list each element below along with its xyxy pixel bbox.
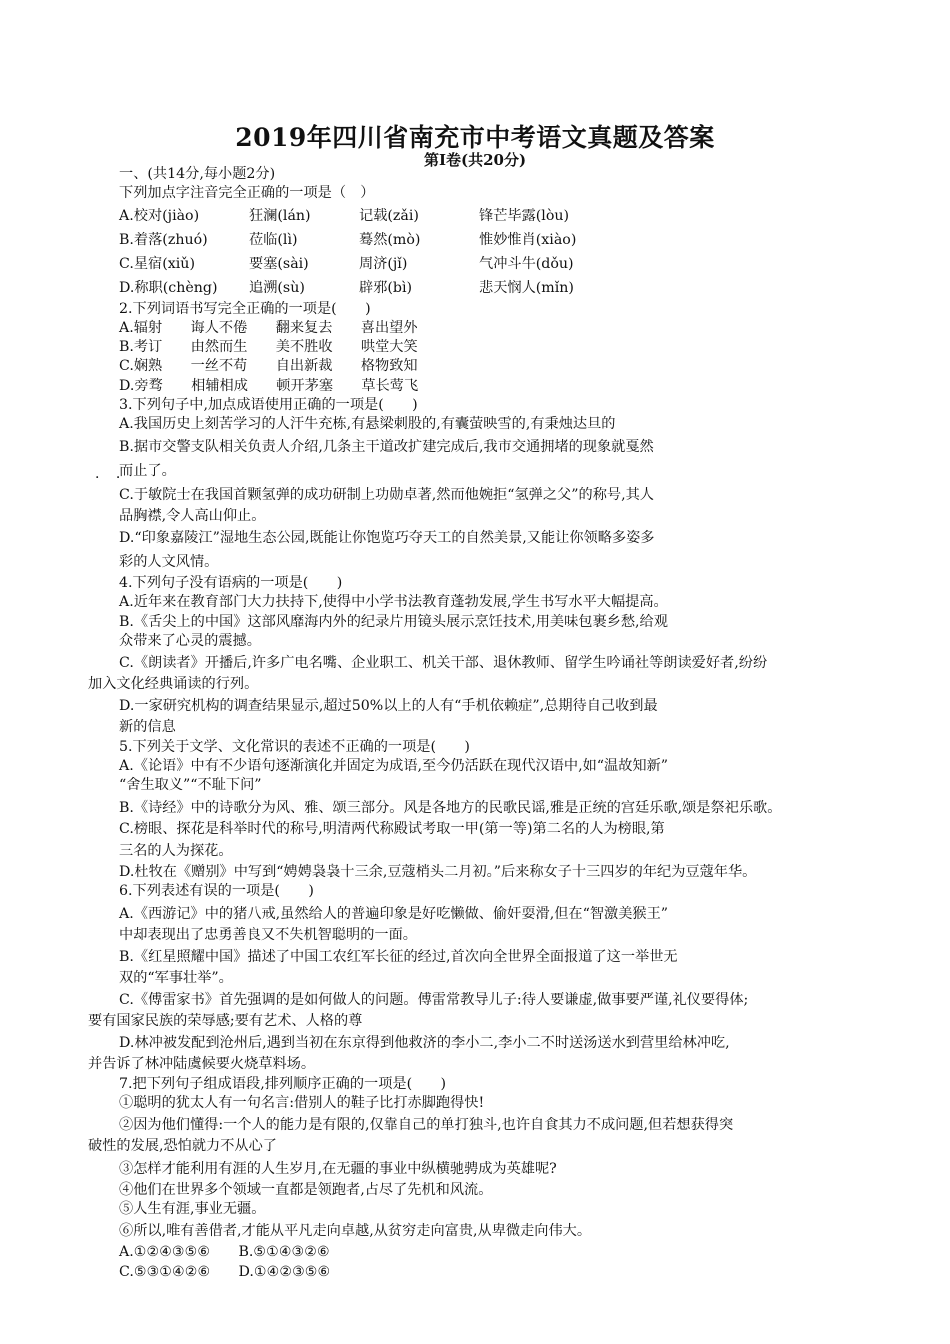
text-line: 双的“军事壮举”。 [119, 969, 233, 986]
option-item: 锋芒毕露(lòu) [479, 207, 570, 224]
page-title: 2019年四川省南充市中考语文真题及答案 [235, 123, 715, 152]
text-line: 4.下列句子没有语病的一项是( ) [119, 574, 343, 591]
text-line: 品胸襟,令人高山仰止。 [119, 507, 266, 524]
text-line: D.旁骛 相辅相成 顿开茅塞 草长莺飞 [119, 377, 419, 394]
option-item: C.星宿(xiǔ) [119, 255, 195, 272]
text-line: B.《诗经》中的诗歌分为风、雅、颂三部分。风是各地方的民歌民谣,雅是正统的宫廷乐歌,颂是祭祀乐歌。 [119, 799, 782, 816]
text-line: A.近年来在教育部门大力扶持下,使得中小学书法教育蓬勃发展,学生书写水平大幅提高。 [119, 594, 668, 611]
document-body [88, 165, 888, 1282]
text-line: ②因为他们懂得:一个人的能力是有限的,仅靠自己的单打独斗,也许自食其力不成问题,但若想获得突 [119, 1117, 734, 1134]
text-line: 中却表现出了忠勇善良又不失机智聪明的一面。 [119, 926, 417, 943]
text-line: D.林冲被发配到沧州后,遇到当初在东京得到他救济的李小二,李小二不时送汤送水到营里给林冲吃, [119, 1035, 730, 1052]
text-line: B.据市交警支队相关负责人介绍,几条主干道改扩建完成后,我市交通拥堵的现象就戛然 [119, 438, 654, 455]
text-line: 3.下列句子中,加点成语使用正确的一项是( ) [119, 397, 418, 414]
text-line: ③怎样才能利用有涯的人生岁月,在无疆的事业中纵横驰骋成为英雄呢? [119, 1160, 557, 1177]
text-line: 新的信息 [119, 719, 176, 736]
text-line: 彩的人文风情。 [119, 553, 219, 570]
text-line: A.《论语》中有不少语句逐渐演化并固定为成语,至今仍活跃在现代汉语中,如“温故知新” [119, 758, 669, 775]
text-line: D.杜牧在《赠别》中写到“娉娉袅袅十三余,豆蔻梢头二月初。”后来称女子十三四岁的年纪为豆蔻年华。 [119, 863, 757, 880]
text-line: 要有国家民族的荣辱感;要有艺术、人格的尊 [88, 1013, 363, 1030]
text-line: C.《傅雷家书》首先强调的是如何做人的问题。傅雷常教导儿子:待人要谦虚,做事要严谨,礼仪要得体; [119, 992, 749, 1009]
option-item: 周济(jǐ) [359, 255, 408, 272]
option-item: 惟妙惟肖(xiào) [479, 231, 577, 248]
text-line: B.《舌尖上的中国》这部风靡海内外的纪录片用镜头展示烹饪技术,用美味包裹乡愁,给观 [119, 613, 668, 630]
text-line: 7.把下列句子组成语段,排列顺序正确的一项是( ) [119, 1075, 447, 1092]
option-item: D.称职(chèng) [119, 279, 218, 296]
option-item: 莅临(lì) [249, 231, 298, 248]
text-line: ①聪明的犹太人有一句名言:借别人的鞋子比打赤脚跑得快! [119, 1095, 485, 1112]
text-line: C.榜眼、探花是科举时代的称号,明清两代称殿试考取一甲(第一等)第二名的人为榜眼,第 [119, 820, 665, 837]
option-item: 悲天悯人(mǐn) [479, 279, 574, 296]
text-line: A.辐射 诲人不倦 翻来复去 喜出望外 [119, 319, 418, 336]
text-line: 并告诉了林冲陆虞候要火烧草料场。 [88, 1056, 316, 1073]
text-line: C.于敏院士在我国首颗氢弹的成功研制上功勋卓著,然而他婉拒“氢弹之父”的称号,其人 [119, 486, 654, 503]
text-line: ④他们在世界多个领域一直都是领跑者,占尽了先机和风流。 [119, 1181, 493, 1198]
text-line: 6.下列表述有误的一项是( ) [119, 883, 314, 900]
text-line: D.一家研究机构的调查结果显示,超过50%以上的人有“手机依赖症”,总期待自己收到最 [119, 698, 658, 715]
text-line: A.我国历史上刻苦学习的人汗牛充栋,有悬梁刺股的,有囊萤映雪的,有秉烛达旦的 [119, 416, 616, 433]
text-line: B.《红星照耀中国》描述了中国工农红军长征的经过,首次向全世界全面报道了这一举世无 [119, 948, 678, 965]
option-item: A.校对(jiào) [119, 207, 200, 224]
text-line: C.⑤③①④②⑥ D.①④②③⑤⑥ [119, 1263, 331, 1280]
text-line: C.《朗读者》开播后,许多广电名嘴、企业职工、机关干部、退休教师、留学生吟诵社等朗读爱好者,纷纷 [119, 655, 768, 672]
text-line [88, 252, 888, 276]
text-line: 众带来了心灵的震撼。 [119, 632, 261, 649]
option-item: 记载(zǎi) [359, 207, 419, 224]
option-item: 气冲斗牛(dǒu) [479, 255, 574, 272]
text-line [88, 228, 888, 252]
option-item: 要塞(sài) [249, 255, 309, 272]
text-line: D.“印象嘉陵江”湿地生态公园,既能让你饱览巧夺天工的自然美景,又能让你领略多姿多 [119, 529, 655, 546]
text-line [88, 276, 888, 300]
text-line: 一、(共14分,每小题2分) [119, 166, 276, 182]
text-line: 加入文化经典诵读的行列。 [88, 676, 259, 693]
text-line: C.娴熟 一丝不苟 自出新裁 格物致知 [119, 358, 418, 375]
text-line: B.考订 由然而生 美不胜收 哄堂大笑 [119, 339, 418, 356]
text-line: 下列加点字注音完全正确的一项是（ ） [119, 185, 375, 202]
option-item: 追溯(sù) [249, 279, 305, 296]
option-item: 蓦然(mò) [359, 231, 421, 248]
option-item: B.着落(zhuó) [119, 231, 208, 248]
text-line: 三名的人为探花。 [119, 842, 233, 859]
text-line: 破性的发展,恐怕就力不从心了 [88, 1138, 277, 1155]
option-item: 辟邪(bì) [359, 279, 413, 296]
text-line: A.《西游记》中的猪八戒,虽然给人的普遍印象是好吃懒做、偷奸耍滑,但在“智激美猴王” [119, 905, 669, 922]
text-line: 2.下列词语书写完全正确的一项是( ) [119, 300, 371, 317]
text-line: A.①②④③⑤⑥ B.⑤①④③②⑥ [119, 1244, 330, 1261]
text-line: 而止了。 [119, 462, 176, 479]
text-line [88, 204, 888, 228]
option-item: 狂澜(lán) [249, 207, 311, 224]
text-line: ⑥所以,唯有善借者,才能从平凡走向卓越,从贫穷走向富贵,从卑微走向伟大。 [119, 1223, 592, 1240]
emphasis-dots: · · [95, 470, 127, 486]
text-line: 5.下列关于文学、文化常识的表述不正确的一项是( ) [119, 738, 470, 755]
text-line: ⑤人生有涯,事业无疆。 [119, 1200, 266, 1217]
section-subtitle: 第Ⅰ卷(共20分) [423, 151, 527, 169]
text-line: “舍生取义”“不耻下问” [119, 777, 262, 794]
